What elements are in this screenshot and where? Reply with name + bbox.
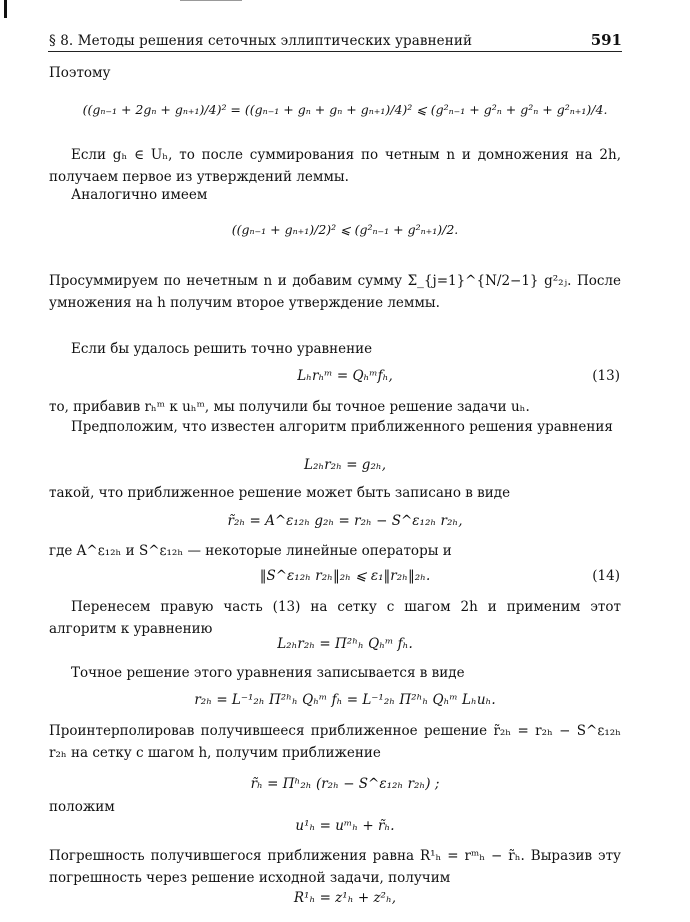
- header-rule: [48, 51, 622, 52]
- paragraph-where: где A^ε₁₂ₕ и S^ε₁₂ₕ — некоторые линейные операторы и: [49, 543, 452, 559]
- paragraph-such: такой, что приближенное решение может быть записано в виде: [49, 485, 511, 501]
- equation-3: L₂ₕr₂ₕ = g₂ₕ,: [303, 457, 386, 473]
- equation-6: r₂ₕ = L⁻¹₂ₕ Π²ʰₕ Qₕᵐ fₕ = L⁻¹₂ₕ Π²ʰₕ Qₕᵐ Lₕuₕ.: [194, 692, 496, 708]
- equation-7: r̃ₕ = Πʰ₂ₕ (r₂ₕ − S^ε₁₂ₕ r₂ₕ) ;: [250, 776, 440, 792]
- paragraph-set: положим: [49, 799, 115, 815]
- equation-2: ((gₙ₋₁ + gₙ₊₁)/2)² ⩽ (g²ₙ₋₁ + g²ₙ₊₁)/2.: [231, 222, 459, 237]
- equation-14: ‖S^ε₁₂ₕ r₂ₕ‖₂ₕ ⩽ ε₁‖r₂ₕ‖₂ₕ.: [259, 568, 431, 584]
- scan-top-mark: [180, 0, 242, 1]
- paragraph-then: то, прибавив rₕᵐ к uₕᵐ, мы получили бы точное решение задачи uₕ.: [49, 399, 530, 415]
- scan-edge-mark: [4, 0, 7, 18]
- paragraph-move: Перенесем правую часть (13) на сетку с шагом 2h и применим этот алгоритм к уравнению: [49, 599, 621, 637]
- paragraph-exact: Точное решение этого уравнения записывается в виде: [71, 665, 465, 681]
- page-number: 591: [590, 31, 622, 49]
- paragraph-similarly: Аналогично имеем: [71, 187, 208, 203]
- equation-9: R¹ₕ = z¹ₕ + z²ₕ,: [293, 890, 397, 906]
- equation-1: ((gₙ₋₁ + 2gₙ + gₙ₊₁)/4)² = ((gₙ₋₁ + gₙ + gₙ + gₙ₊₁)/4)² ⩽ (g²ₙ₋₁ + g²ₙ + g²ₙ + g²ₙ₊₁)/4.: [82, 102, 608, 117]
- equation-13: Lₕrₕᵐ = Qₕᵐfₕ,: [297, 368, 393, 384]
- equation-8: u¹ₕ = uᵐₕ + r̃ₕ.: [295, 818, 395, 834]
- paragraph-if-exact: Если бы удалось решить точно уравнение: [71, 341, 373, 357]
- paragraph-interp: Проинтерполировав получившееся приближенное решение r̃₂ₕ = r₂ₕ − S^ε₁₂ₕ r₂ₕ на сетку с шагом h, получим приближение: [49, 723, 621, 761]
- equation-5: L₂ₕr₂ₕ = Π²ʰₕ Qₕᵐ fₕ.: [277, 636, 413, 652]
- paragraph-sum: Просуммируем по нечетным n и добавим сумму Σ_{j=1}^{N/2−1} g²₂ⱼ. После умножения на h получим второе утверждение леммы.: [49, 273, 621, 311]
- paragraph-suppose: Предположим, что известен алгоритм приближенного решения уравнения: [71, 419, 613, 435]
- running-header-title: § 8. Методы решения сеточных эллиптических уравнений: [49, 33, 473, 49]
- paragraph-therefore: Поэтому: [49, 65, 111, 81]
- paragraph-if: Если gₕ ∈ Uₕ, то после суммирования по четным n и домножения на 2h, получаем первое из утверждений леммы.: [49, 147, 621, 185]
- equation-4: r̃₂ₕ = A^ε₁₂ₕ g₂ₕ = r₂ₕ − S^ε₁₂ₕ r₂ₕ,: [227, 513, 463, 529]
- paragraph-error: Погрешность получившегося приближения равна R¹ₕ = rᵐₕ − r̃ₕ. Выразив эту погрешность через решение исходной задачи, получим: [49, 848, 621, 886]
- equation-13-number: (13): [592, 368, 620, 384]
- equation-14-number: (14): [592, 568, 620, 584]
